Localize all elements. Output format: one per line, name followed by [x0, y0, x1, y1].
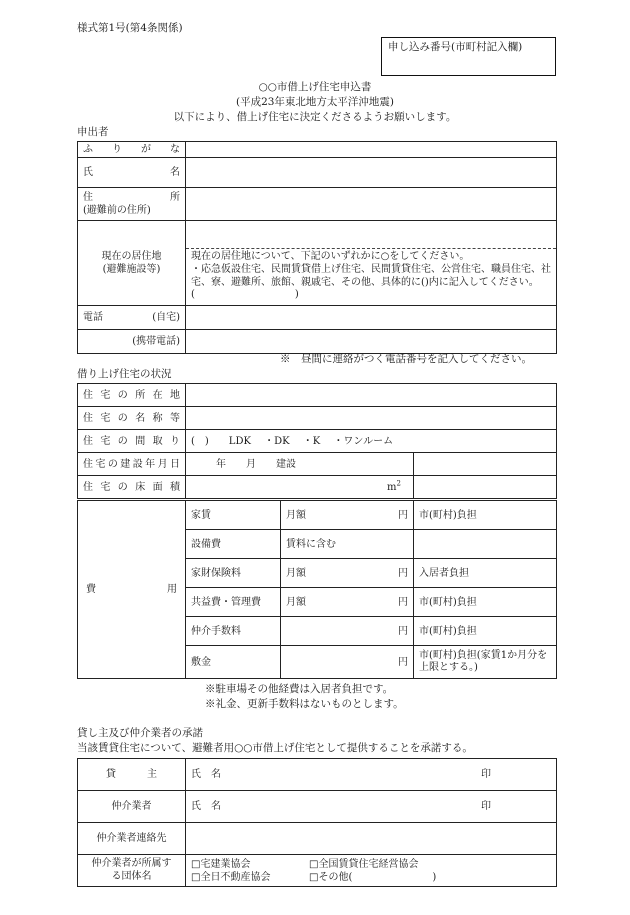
cost-amount: 月額 — [286, 596, 306, 608]
layout-field[interactable]: ( ) LDK ・DK ・K ・ワンルーム — [186, 430, 557, 453]
assoc-option-zenchin[interactable]: □全国賃貸住宅経営協会 — [309, 858, 419, 870]
location-label: 住宅の所在地 — [78, 384, 186, 407]
costs-label: 費 用 — [78, 501, 186, 679]
cost-burden: 市(町村)負担 — [414, 617, 557, 646]
cost-burden: 市(町村)負担(家賃1か月分を上限とする。) — [414, 646, 557, 679]
cost-amount: 賃料に含む — [286, 538, 336, 550]
applicant-table — [77, 141, 557, 354]
cost-amount-cell[interactable] — [281, 646, 414, 679]
form-number: 様式第1号(第4条関係) — [77, 22, 183, 34]
current-residence-note: (避難施設等) — [102, 264, 161, 276]
building-name-field[interactable] — [186, 407, 557, 430]
furigana-field[interactable] — [186, 142, 557, 158]
cost-amount-cell[interactable] — [281, 559, 414, 588]
broker-label: 仲介業者 — [78, 791, 186, 823]
assoc-option-zennichi[interactable]: □全日不動産協会 — [191, 871, 271, 883]
phone-label: 電話 — [83, 312, 103, 324]
consent-statement: 当該賃貸住宅について、避難者用○○市借上げ住宅として提供することを承諾する。 — [77, 742, 473, 754]
cost-burden — [414, 530, 557, 559]
form-request: 以下により、借上げ住宅に決定くださるようお願いします。 — [173, 111, 457, 123]
broker-seal: 印 — [481, 801, 491, 812]
name-field[interactable] — [186, 158, 557, 188]
cost-item: 敷金 — [186, 646, 281, 679]
cost-item: 仲介手数料 — [186, 617, 281, 646]
cost-burden: 市(町村)負担 — [414, 501, 557, 530]
broker-name-label: 氏 名 — [191, 801, 221, 812]
build-date-label: 住宅の建設年月日 — [78, 453, 186, 476]
phone-mobile-label: (携帯電話) — [78, 330, 186, 354]
landlord-field[interactable] — [186, 759, 557, 791]
address-field[interactable] — [186, 188, 557, 221]
cost-burden: 入居者負担 — [414, 559, 557, 588]
current-residence-options: ・応急仮設住宅、民間賃貸借上げ住宅、民間賃貸住宅、公営住宅、職員住宅、社宅、寮、避難所、旅館、親戚宅、その他、具体的に()内に記入してください。( ) — [191, 263, 551, 301]
phone-mobile-field[interactable] — [186, 330, 557, 354]
form-title: ○○市借上げ住宅申込書 — [258, 81, 372, 93]
landlord-seal: 印 — [481, 769, 491, 780]
phone-home-type: (自宅) — [152, 312, 180, 324]
phone-note: ※ 昼間に連絡がつく電話番号を記入してください。 — [280, 353, 532, 365]
phone-home-field[interactable] — [186, 306, 557, 330]
form-subtitle: (平成23年東北地方太平洋沖地震) — [235, 96, 395, 108]
broker-assoc-label: 仲介業者が所属する団体名 — [78, 855, 186, 887]
address-label-cell — [78, 188, 186, 221]
cost-amount-cell[interactable] — [281, 501, 414, 530]
current-residence-label: 現在の居住地 — [101, 251, 162, 263]
costs-table — [77, 500, 557, 679]
landlord-label: 貸 主 — [78, 759, 186, 791]
parking-note: ※駐車場その他経費は入居者負担です。 — [205, 683, 394, 695]
cost-unit: 円 — [398, 596, 408, 608]
cost-item: 家財保険料 — [186, 559, 281, 588]
floor-area-unit: $m^2$ — [387, 479, 401, 494]
broker-field[interactable] — [186, 791, 557, 823]
broker-contact-field[interactable] — [186, 823, 557, 855]
furigana-label: ふ り が な — [78, 142, 186, 158]
cost-item: 設備費 — [186, 530, 281, 559]
floor-area-label: 住宅の床面積 — [78, 476, 186, 499]
assoc-option-takken[interactable]: □宅建業協会 — [191, 858, 251, 870]
broker-contact-label: 仲介業者連絡先 — [78, 823, 186, 855]
cost-unit: 円 — [398, 509, 408, 521]
address-note: (避難前の住所) — [83, 205, 151, 216]
address-label: 住 所 — [83, 192, 180, 203]
phone-home-label-cell — [78, 306, 186, 330]
building-name-label: 住宅の名称等 — [78, 407, 186, 430]
build-date-extra — [414, 453, 557, 476]
housing-heading: 借り上げ住宅の状況 — [77, 368, 172, 380]
assoc-option-other[interactable]: □その他( ) — [309, 871, 437, 883]
floor-area-field[interactable] — [186, 476, 414, 499]
current-residence-label-cell — [78, 221, 186, 306]
cost-amount-cell[interactable] — [281, 617, 414, 646]
current-residence-input[interactable] — [186, 221, 556, 249]
cost-unit: 円 — [398, 656, 408, 668]
cost-unit: 円 — [398, 625, 408, 637]
housing-table — [77, 383, 557, 499]
name-label: 氏 名 — [78, 158, 186, 188]
build-date-field[interactable]: 年 月 建設 — [186, 453, 414, 476]
cost-amount-cell[interactable] — [281, 588, 414, 617]
cost-amount: 月額 — [286, 567, 306, 579]
cost-unit: 円 — [398, 567, 408, 579]
current-residence-field[interactable] — [186, 221, 557, 306]
location-field[interactable] — [186, 384, 557, 407]
cost-item: 共益費・管理費 — [186, 588, 281, 617]
floor-area-extra — [414, 476, 557, 499]
cost-item: 家賃 — [186, 501, 281, 530]
consent-heading: 貸し主及び仲介業者の承諾 — [77, 727, 203, 739]
consent-table — [77, 758, 557, 887]
cost-burden: 市(町村)負担 — [414, 588, 557, 617]
current-residence-instruction: 現在の居住地について、下記のいずれかに○をしてください。 — [191, 251, 470, 262]
layout-label: 住宅の間取り — [78, 430, 186, 453]
current-residence-instructions — [186, 249, 556, 305]
key-money-note: ※礼金、更新手数料はないものとします。 — [205, 698, 404, 710]
landlord-name-label: 氏 名 — [191, 769, 221, 780]
cost-amount-cell[interactable] — [281, 530, 414, 559]
applicant-heading: 申出者 — [77, 126, 109, 138]
cost-amount: 月額 — [286, 509, 306, 521]
application-number-box: 申し込み番号(市町村記入欄) — [381, 37, 556, 76]
broker-assoc-field — [186, 855, 557, 887]
